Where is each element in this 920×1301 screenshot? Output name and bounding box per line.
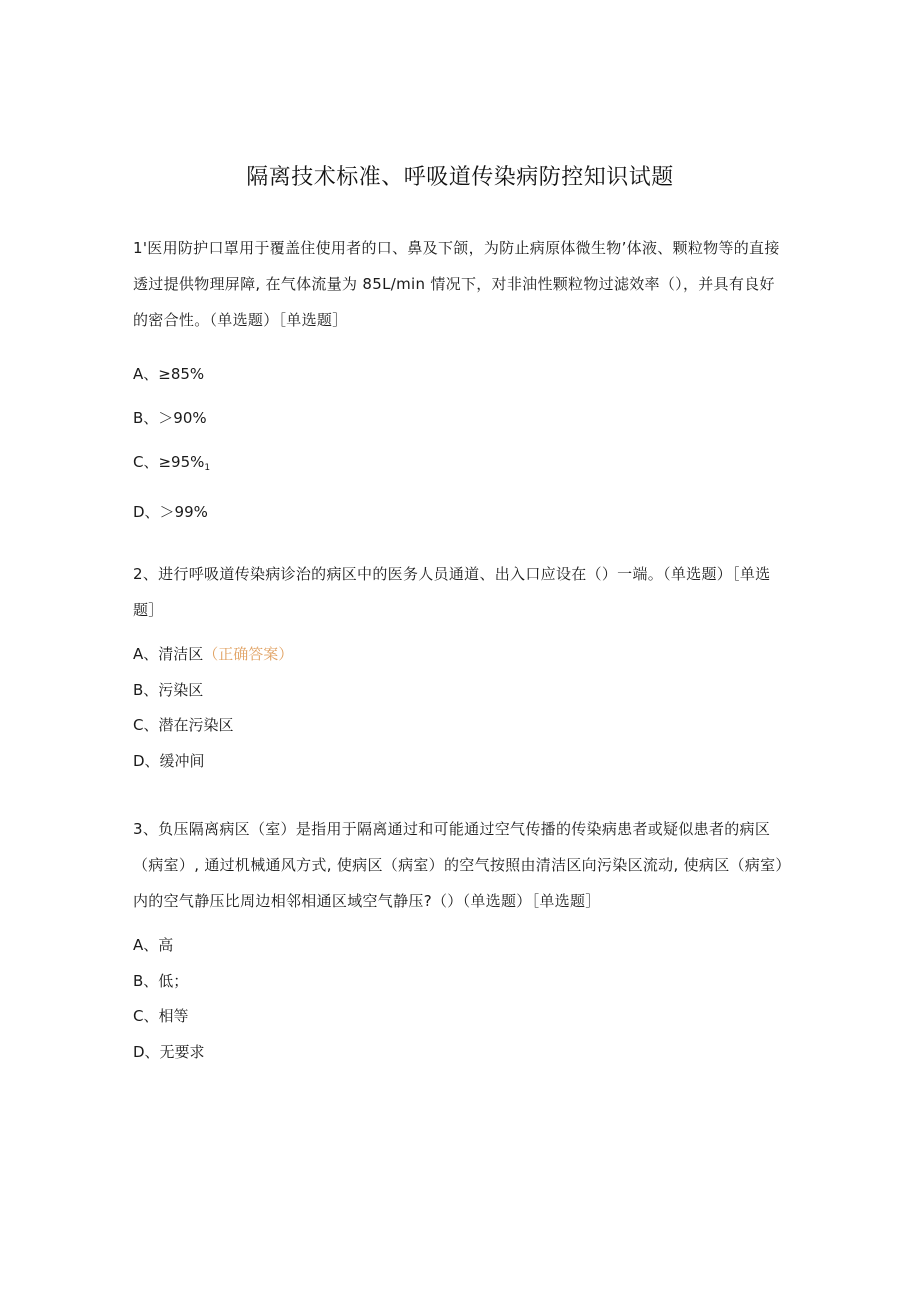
- question-2: [133, 556, 785, 772]
- option-d: [133, 501, 785, 523]
- question-text: 3、负压隔离病区（室）是指用于隔离通过和可能通过空气传播的传染病患者或疑似患者的病区（病室）, 通过机械通风方式, 使病区（病室）的空气按照由清洁区向污染区流动, 使病区（病室）内的空气静压比周边相邻相通区域空气静压?（）（单选题）［单选题］: [133, 820, 784, 910]
- option-label: A、高: [133, 936, 174, 954]
- option-label: D、＞99%: [133, 503, 208, 521]
- option-b: [133, 970, 785, 992]
- option-label: A、≥85%: [133, 365, 205, 383]
- option-a: [133, 643, 785, 665]
- option-label: B、＞90%: [133, 409, 207, 427]
- question-1: [133, 230, 785, 523]
- option-label: A、清洁区: [133, 645, 204, 663]
- option-a: [133, 363, 785, 385]
- option-b: [133, 407, 785, 429]
- question-text: 2、进行呼吸道传染病诊治的病区中的医务人员通道、出入口应设在（）一端。（单选题）［单选题］: [133, 565, 771, 619]
- option-subscript: 1: [204, 463, 211, 473]
- option-d: [133, 750, 785, 772]
- option-b: [133, 679, 785, 701]
- option-label: C、相等: [133, 1007, 189, 1025]
- option-label: D、缓冲间: [133, 751, 205, 770]
- option-label: C、≥95%: [133, 453, 205, 471]
- page-title: 隔离技术标准、呼吸道传染病防控知识试题: [246, 165, 674, 190]
- option-label: D、无要求: [133, 1042, 205, 1061]
- option-c: [133, 1005, 785, 1027]
- option-c: [133, 714, 785, 736]
- question-3: [133, 811, 785, 1063]
- question-text: 1'医用防护口罩用于覆盖住使用者的口、鼻及下颌，为防止病原体微生物’体液、颗粒物等的直接透过提供物理屏障, 在气体流量为 85L/min 情况下，对非油性颗粒物过滤效率（），并具有良好的密合性。（单选题）［单选题］: [133, 239, 780, 329]
- option-label: C、潜在污染区: [133, 716, 234, 734]
- option-label: B、低；: [133, 971, 189, 990]
- option-c: [133, 451, 785, 479]
- option-label: B、污染区: [133, 680, 204, 699]
- option-d: [133, 1041, 785, 1063]
- correct-answer-mark: （正确答案）: [203, 645, 294, 663]
- option-a: [133, 934, 785, 956]
